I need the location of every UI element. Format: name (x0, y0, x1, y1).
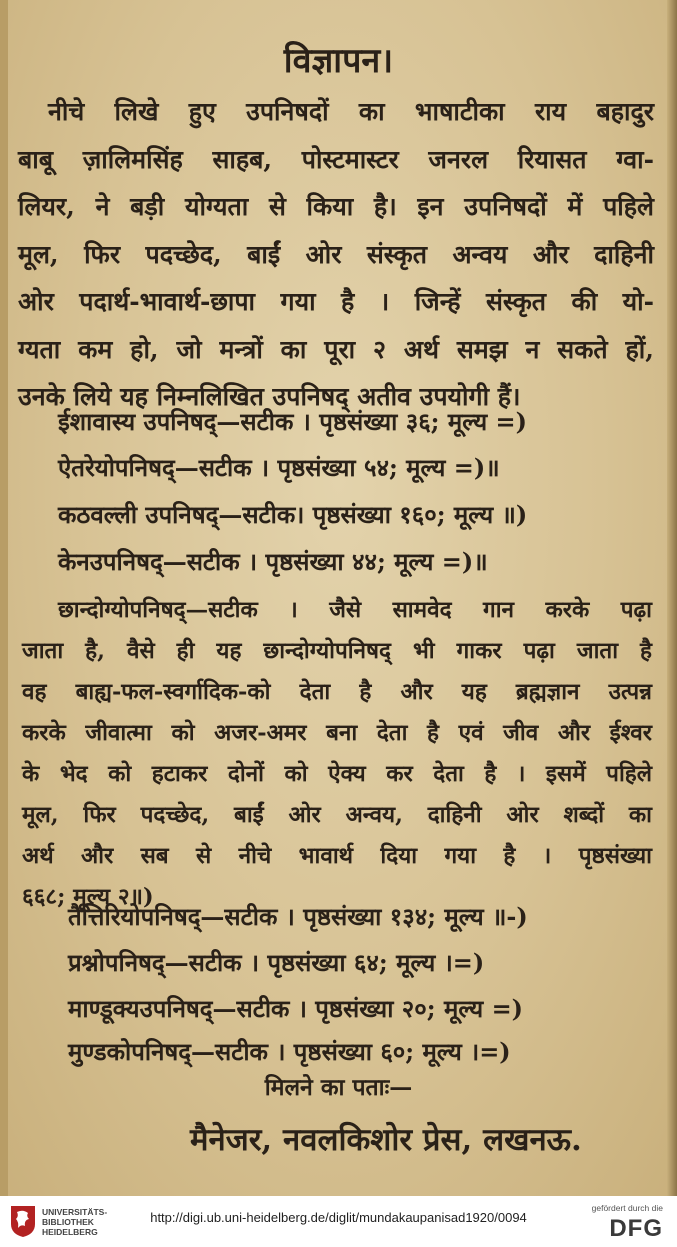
dfg-logo: DFG (609, 1215, 663, 1242)
permalink-url[interactable]: http://digi.ub.uni-heidelberg.de/diglit/mundakaupanisad1920/0094 (150, 1210, 527, 1225)
book-entry: माण्डूक्यउपनिषद्—सटीक । पृष्ठसंख्या २०; मूल्य =) (68, 994, 524, 1023)
text-line: नीचे लिखे हुए उपनिषदों का भाषाटीका राय बहादुर (48, 97, 654, 126)
book-entry: ऐतरेयोपनिषद्—सटीक । पृष्ठसंख्या ५४; मूल्य =)॥ (58, 453, 500, 482)
text-line: उनके लिये यह निम्नलिखित उपनिषद् अतीव उपयोगी हैं। (18, 382, 521, 411)
text-line: बाबू ज़ालिमसिंह साहब, पोस्टमास्टर जनरल रियासत ग्वा- (18, 144, 654, 174)
text-line: मूल, फिर पदच्छेद, बाईं ओर संस्कृत अन्वय और दाहिनी (18, 239, 654, 269)
book-entry: ईशावास्य उपनिषद्—सटीक । पृष्ठसंख्या ३६; मूल्य =) (58, 407, 527, 436)
page-title: विज्ञापन। (283, 41, 394, 81)
book-entry: कठवल्ली उपनिषद्—सटीक। पृष्ठसंख्या १६०; मूल्य ॥) (58, 500, 528, 529)
text-line: के भेद को हटाकर दोनों को ऐक्य कर देता है । इसमें पहिले (22, 761, 652, 787)
contact-label: मिलने का पताः— (264, 1074, 413, 1101)
digitization-footer (0, 1196, 677, 1247)
text-line: ६६८; मूल्य २॥) (22, 884, 154, 910)
text-line: मूल, फिर पदच्छेद, बाईं ओर अन्वय, दाहिनी ओर शब्दों का (22, 802, 652, 828)
university-line: HEIDELBERG (42, 1227, 98, 1237)
text-line: वह बाह्य-फल-स्वर्गादिक-को देता है और यह ब्रह्मज्ञान उत्पन्न (22, 679, 652, 705)
text-line: ग्यता कम हो, जो मन्त्रों का पूरा २ अर्थ समझ न सकते हों, (18, 334, 654, 364)
publisher-address: मैनेजर, नवलकिशोर प्रेस, लखनऊ. (190, 1122, 582, 1158)
text-line: जाता है, वैसे ही यह छान्दोग्योपनिषद् भी गाकर पढ़ा जाता है (22, 638, 652, 664)
university-line: UNIVERSITÄTS- (42, 1207, 108, 1217)
university-line: BIBLIOTHEK (42, 1217, 94, 1227)
text-line: छान्दोग्योपनिषद्—सटीक । जैसे सामवेद गान करके पढ़ा (58, 597, 652, 623)
book-entry: केनउपनिषद्—सटीक । पृष्ठसंख्या ४४; मूल्य =)॥ (58, 547, 488, 576)
page-left-edge (0, 0, 8, 1196)
book-entry: प्रश्नोपनिषद्—सटीक । पृष्ठसंख्या ६४; मूल्य ।=) (68, 948, 485, 977)
text-line: लियर, ने बड़ी योग्यता से किया है। इन उपनिषदों में पहिले (18, 192, 654, 221)
funding-note: gefördert durch die (591, 1203, 663, 1213)
text-line: अर्थ और सब से नीचे भावार्थ दिया गया है । पृष्ठसंख्या (22, 843, 652, 869)
book-entry: मुण्डकोपनिषद्—सटीक । पृष्ठसंख्या ६०; मूल्य ।=) (68, 1037, 511, 1066)
text-line: करके जीवात्मा को अजर-अमर बना देता है एवं जीव और ईश्वर (22, 720, 652, 746)
text-line: ओर पदार्थ-भावार्थ-छापा गया है । जिन्हें संस्कृत की यो- (18, 287, 654, 316)
page-right-edge (667, 0, 677, 1196)
book-entry: तैत्तिरियोपनिषद्—सटीक । पृष्ठसंख्या १३४; मूल्य ॥-) (68, 902, 528, 931)
chandogya-paragraph (22, 590, 652, 918)
intro-paragraph (18, 88, 654, 421)
